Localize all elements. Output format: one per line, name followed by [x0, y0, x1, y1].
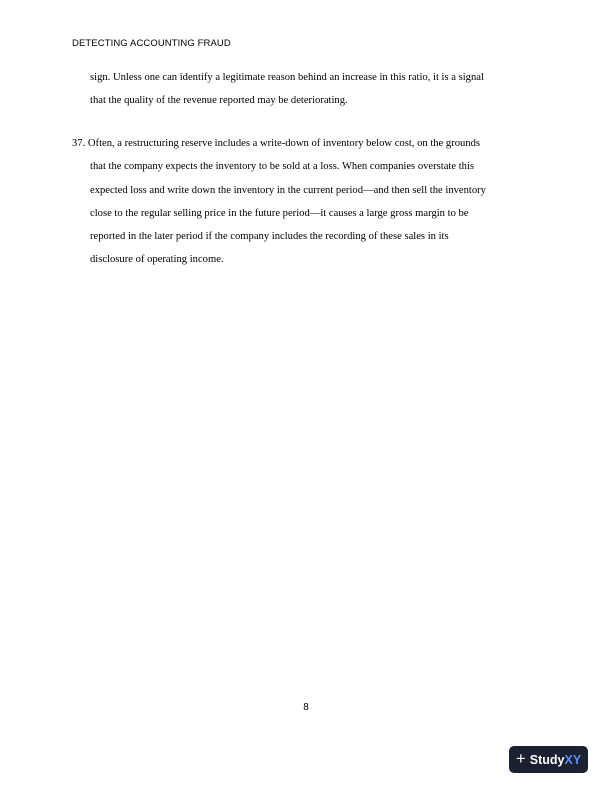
paragraph-line: sign. Unless one can identify a legitimate reason behind an increase in this ratio, it is a signal [90, 72, 484, 83]
brand-suffix: XY [564, 752, 582, 767]
numbered-item-37 [72, 132, 552, 272]
paragraph-line: expected loss and write down the inventory in the current period—and then sell the inventory [90, 184, 486, 196]
paragraph-line: reported in the later period if the company includes the recording of these sales in its [90, 231, 449, 243]
paragraph-line: disclosure of operating income. [90, 254, 224, 266]
studyxy-watermark-badge[interactable] [509, 746, 588, 773]
paragraph-line: that the quality of the revenue reported may be deteriorating. [90, 95, 348, 107]
plus-icon: + [515, 749, 526, 768]
page-number: 8 [303, 702, 309, 713]
paragraph-line: close to the regular selling price in the future period—it causes a large gross margin to be [90, 207, 469, 219]
brand-prefix: Study [529, 752, 565, 767]
watermark-brand [530, 753, 581, 767]
paragraph-line: 37. Often, a restructuring reserve includes a write-down of inventory below cost, on the grounds [72, 138, 481, 149]
paragraph-line: that the company expects the inventory to be sold at a loss. When companies overstate this [90, 161, 475, 173]
running-header: DETECTING ACCOUNTING FRAUD [72, 38, 231, 49]
continuation-paragraph [72, 66, 552, 113]
